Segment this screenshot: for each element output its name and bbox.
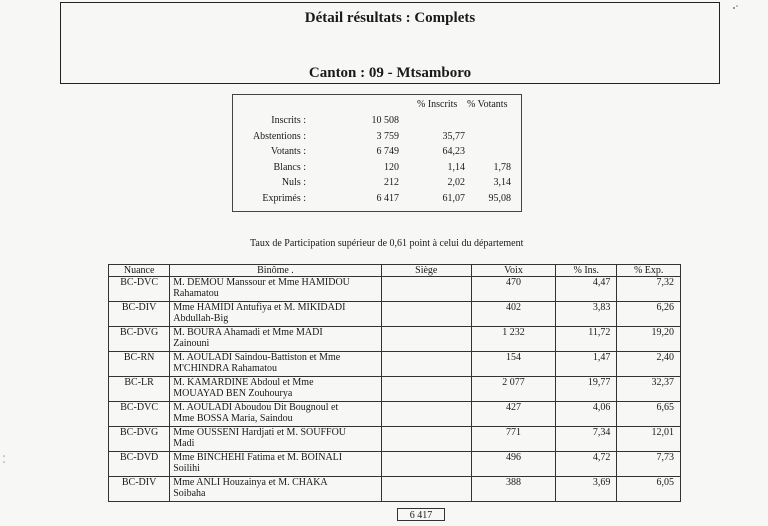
summary-pct-inscrits: 64,23 <box>442 146 465 157</box>
cell-nuance: BC-DIV <box>109 302 170 327</box>
summary-label: Nuls : <box>281 177 306 188</box>
cell-pct-ins: 3,69 <box>556 477 617 502</box>
summary-value: 212 <box>384 177 399 188</box>
summary-header-pct-votants: % Votants <box>467 99 508 110</box>
cell-pct-exp: 19,20 <box>617 327 681 352</box>
cell-nuance: BC-DIV <box>109 477 170 502</box>
summary-pct-inscrits: 2,02 <box>447 177 465 188</box>
summary-value: 3 759 <box>376 130 399 142</box>
cell-voix: 496 <box>471 452 555 477</box>
binome-line: M. BOURA Ahamadi et Mme MADI <box>173 327 323 338</box>
canton-title: Canton : 09 - Mtsamboro <box>308 65 472 81</box>
binome-line: Mme ANLI Houzainya et M. CHAKA <box>173 477 328 488</box>
summary-header-pct-inscrits: % Inscrits <box>417 99 458 110</box>
summary-label: Votants : <box>270 146 306 157</box>
cell-pct-exp: 6,26 <box>617 302 681 327</box>
header-binome: Binôme . <box>170 265 381 277</box>
summary-value: 10 508 <box>371 115 399 126</box>
cell-voix: 388 <box>471 477 555 502</box>
summary-pct-votants: 3,14 <box>493 177 511 188</box>
cell-nuance: BC-DVG <box>109 327 170 352</box>
summary-label: Abstentions : <box>252 130 306 142</box>
cell-pct-exp: 6,05 <box>617 477 681 502</box>
cell-pct-ins: 4,72 <box>556 452 617 477</box>
summary-pct-inscrits: 35,77 <box>442 130 465 142</box>
cell-voix: 470 <box>471 277 555 302</box>
cell-pct-ins: 11,72 <box>556 327 617 352</box>
participation-note: Taux de Participation supérieur de 0,61 point à celui du département <box>250 238 524 249</box>
binome-line: M. KAMARDINE Abdoul et Mme <box>173 377 314 388</box>
cell-voix: 427 <box>471 402 555 427</box>
header-siege: Siège <box>381 265 471 277</box>
binome-line: Rahamatou <box>173 288 219 299</box>
total-voix: 6 417 <box>397 508 445 521</box>
header-nuance: Nuance <box>109 265 170 277</box>
header-pct-exp: % Exp. <box>617 265 681 277</box>
cell-pct-exp: 2,40 <box>617 352 681 377</box>
cell-voix: 402 <box>471 302 555 327</box>
cell-nuance: BC-DVG <box>109 427 170 452</box>
cell-nuance: BC-LR <box>109 377 170 402</box>
header-pct-ins: % Ins. <box>556 265 617 277</box>
binome-line: M. DEMOU Manssour et Mme HAMIDOU <box>173 277 350 288</box>
summary-label: Blancs : <box>273 161 306 173</box>
cell-nuance: BC-DVC <box>109 402 170 427</box>
cell-nuance: BC-RN <box>109 352 170 377</box>
cell-pct-ins: 1,47 <box>556 352 617 377</box>
cell-voix: 2 077 <box>471 377 555 402</box>
binome-line: Zainouni <box>173 338 210 349</box>
binome-line: M'CHINDRA Rahamatou <box>173 363 277 374</box>
binome-line: MOUAYAD BEN Zouhourya <box>173 388 293 399</box>
cell-voix: 1 232 <box>471 327 555 352</box>
cell-voix: 154 <box>471 352 555 377</box>
cell-pct-ins: 19,77 <box>556 377 617 402</box>
summary-pct-inscrits: 61,07 <box>442 192 465 204</box>
summary-pct-votants: 95,08 <box>488 192 511 204</box>
summary-value: 120 <box>384 161 399 173</box>
header-voix: Voix <box>471 265 555 277</box>
binome-line: Mme BOSSA Maria, Saindou <box>173 413 293 424</box>
cell-nuance: BC-DVC <box>109 277 170 302</box>
summary-pct-votants: 1,78 <box>493 161 511 173</box>
cell-pct-ins: 4,47 <box>556 277 617 302</box>
cell-pct-ins: 3,83 <box>556 302 617 327</box>
binome-line: Abdullah-Big <box>173 313 229 324</box>
cell-pct-ins: 4,06 <box>556 402 617 427</box>
binome-line: Soibaha <box>173 488 206 499</box>
cell-pct-exp: 6,65 <box>617 402 681 427</box>
cell-pct-ins: 7,34 <box>556 427 617 452</box>
cell-pct-exp: 7,73 <box>617 452 681 477</box>
cell-pct-exp: 32,37 <box>617 377 681 402</box>
cell-voix: 771 <box>471 427 555 452</box>
binome-line: M. AOULADI Saindou-Battiston et Mme <box>173 352 341 363</box>
cell-pct-exp: 7,32 <box>617 277 681 302</box>
summary-value: 6 417 <box>376 192 399 204</box>
cell-pct-exp: 12,01 <box>617 427 681 452</box>
summary-label: Exprimés : <box>262 192 306 204</box>
binome-line: M. AOULADI Aboudou Dit Bougnoul et <box>173 402 339 413</box>
cell-nuance: BC-DVD <box>109 452 170 477</box>
binome-line: Madi <box>173 438 195 449</box>
summary-pct-inscrits: 1,14 <box>447 161 465 173</box>
binome-line: Soilihi <box>173 463 200 474</box>
summary-label: Inscrits : <box>271 115 306 126</box>
binome-line: Mme OUSSENI Hardjati et M. SOUFFOU <box>173 427 347 438</box>
page-title: Détail résultats : Complets <box>304 10 476 26</box>
binome-line: Mme BINCHEHI Fatima et M. BOINALI <box>173 452 343 463</box>
summary-value: 6 749 <box>376 146 399 157</box>
binome-line: Mme HAMIDI Antufiya et M. MIKIDADI <box>173 302 346 313</box>
